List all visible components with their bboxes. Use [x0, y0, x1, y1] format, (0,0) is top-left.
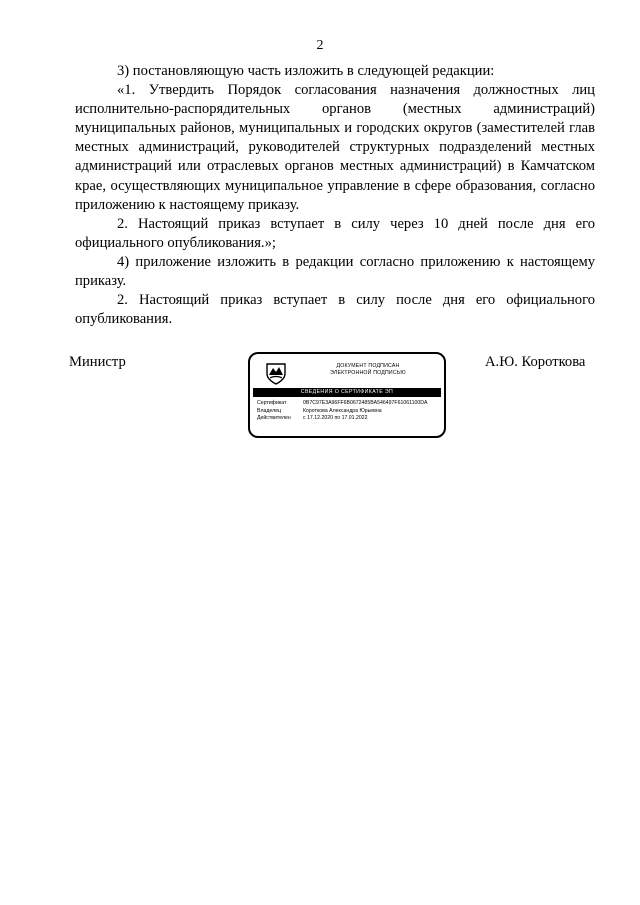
stamp-header-line: ЭЛЕКТРОННОЙ ПОДПИСЬЮ — [330, 370, 406, 376]
stamp-row-label: Сертификат — [257, 400, 287, 406]
stamp-bar: СВЕДЕНИЯ О СЕРТИФИКАТЕ ЭП — [253, 388, 441, 397]
paragraph: 4) приложение изложить в редакции согласно приложению к настоящему приказу. — [75, 253, 595, 290]
stamp-header-line: ДОКУМЕНТ ПОДПИСАН — [336, 363, 400, 369]
stamp-row — [257, 415, 428, 423]
paragraph: 2. Настоящий приказ вступает в силу после дня его официального опубликования. — [75, 292, 595, 328]
document-body — [75, 62, 595, 329]
paragraph: 2. Настоящий приказ вступает в силу через 10 дней после дня его официального опубликования.»; — [75, 215, 595, 251]
stamp-row-label: Действителен — [257, 415, 291, 421]
stamp-row-value: с 17.12.2020 по 17.01.2022 — [303, 415, 368, 421]
stamp-row-value: 0B7C97E3A96FF6B0672485BA546497F61061100DA — [303, 400, 428, 406]
signatory-title: Министр — [69, 354, 126, 370]
signatory-name: А.Ю. Короткова — [485, 354, 586, 370]
paragraph: 3) постановляющую часть изложить в следующей редакции: — [117, 63, 495, 79]
paragraph: «1. Утвердить Порядок согласования назначения должностных лиц исполнительно-распорядительных органов (местных администраций) муниципальных районов, муниципальных и городских округов (заместителей глав местных администраций, руководителей структурных подразделений местных администраций или отраслевых органов местных администраций) в Камчатском крае, осуществляющих муниципальное управление в сфере образования, согласно приложению к настоящему приказу. — [75, 82, 595, 213]
stamp-row-value: Короткова Александра Юрьевна — [303, 407, 382, 414]
stamp-header — [298, 363, 438, 377]
stamp-row-label: Владелец — [257, 407, 281, 414]
stamp-row — [257, 408, 428, 416]
coat-of-arms-icon — [264, 361, 288, 385]
electronic-signature-stamp — [248, 352, 446, 438]
stamp-row — [257, 400, 428, 408]
page-number: 2 — [316, 38, 324, 53]
stamp-details — [257, 400, 428, 423]
